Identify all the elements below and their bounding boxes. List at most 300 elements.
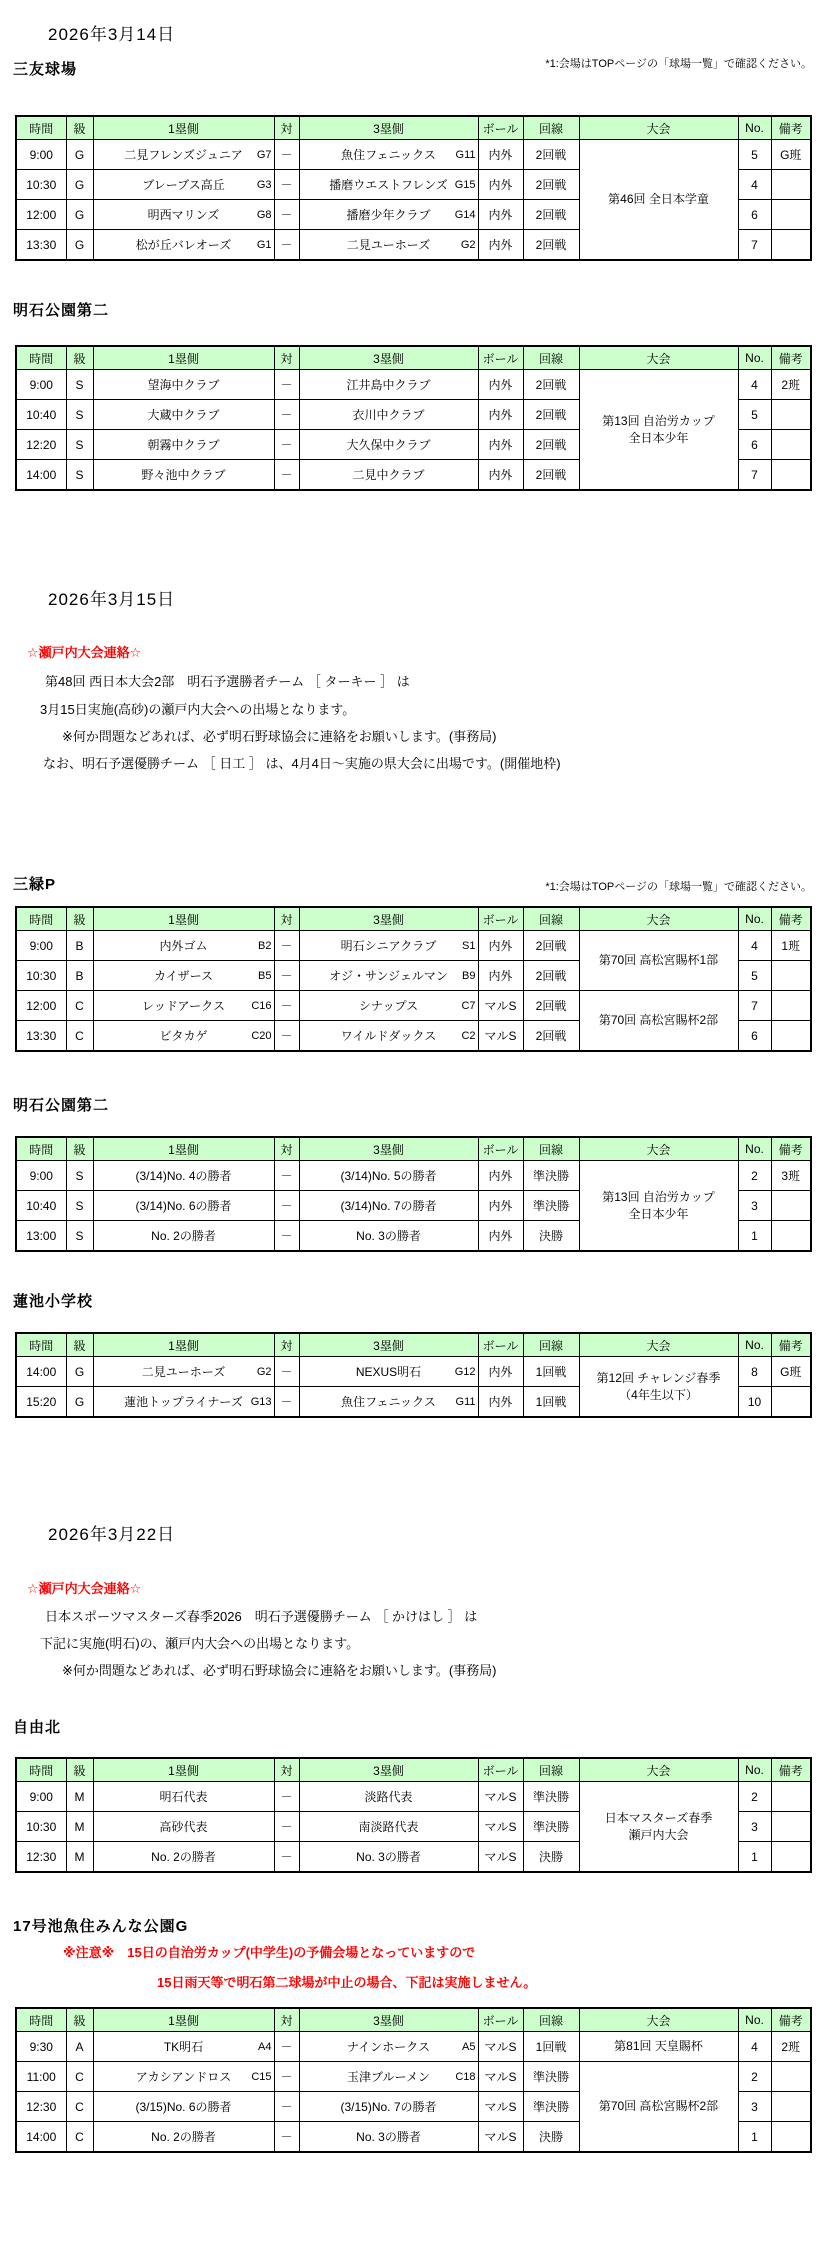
column-header: 3塁側 bbox=[299, 1137, 478, 1161]
time-cell: 11:00 bbox=[16, 2062, 66, 2092]
first-base-team bbox=[93, 2122, 274, 2153]
first-base-team-label: 松が丘バレオーズ bbox=[135, 238, 232, 252]
column-header: 大会 bbox=[579, 2008, 738, 2032]
time-cell: 13:30 bbox=[16, 230, 66, 261]
remark-cell: 2班 bbox=[771, 370, 811, 400]
game-no-cell: 4 bbox=[738, 931, 771, 961]
third-base-team-label: 明石シニアクラブ bbox=[340, 939, 437, 953]
third-base-team bbox=[299, 1357, 478, 1387]
vs-cell: － bbox=[274, 200, 299, 230]
game-no-cell: 8 bbox=[738, 1357, 771, 1387]
vs-cell: － bbox=[274, 2032, 299, 2062]
remark-cell bbox=[771, 230, 811, 261]
schedule-table bbox=[15, 1136, 812, 1252]
first-base-team bbox=[93, 2032, 274, 2062]
first-base-team-label: 内外ゴム bbox=[159, 939, 208, 953]
column-header: 級 bbox=[66, 346, 93, 370]
column-header: 備考 bbox=[771, 1137, 811, 1161]
column-header: ボール bbox=[478, 346, 523, 370]
table-slot-akashi-park2-a bbox=[15, 345, 812, 491]
column-header: 3塁側 bbox=[299, 346, 478, 370]
column-header: No. bbox=[738, 2008, 771, 2032]
time-cell: 12:20 bbox=[16, 430, 66, 460]
column-header: 時間 bbox=[16, 346, 66, 370]
first-base-team-code: B5 bbox=[258, 969, 272, 982]
time-cell: 12:30 bbox=[16, 1842, 66, 1873]
third-base-team-label: 魚住フェニックス bbox=[341, 148, 436, 162]
third-base-team-code: C2 bbox=[461, 1029, 476, 1042]
column-header: 大会 bbox=[579, 907, 738, 931]
remark-cell bbox=[771, 1021, 811, 1052]
remark-cell bbox=[771, 460, 811, 491]
vs-cell: － bbox=[274, 460, 299, 491]
third-base-team-label: (3/15)No. 7の勝者 bbox=[340, 2100, 437, 2114]
game-no-cell: 2 bbox=[738, 1782, 771, 1812]
third-base-team-label: 二見中クラブ bbox=[352, 468, 425, 482]
column-header: 時間 bbox=[16, 2008, 66, 2032]
first-base-team-code: C15 bbox=[251, 2070, 272, 2083]
third-base-team-code: G12 bbox=[454, 1365, 476, 1378]
time-cell: 10:40 bbox=[16, 400, 66, 430]
game-no-cell: 7 bbox=[738, 460, 771, 491]
column-header: 3塁側 bbox=[299, 116, 478, 140]
third-base-team bbox=[299, 2032, 478, 2062]
third-base-team bbox=[299, 2062, 478, 2092]
first-base-team-code: B2 bbox=[258, 939, 272, 952]
third-base-team bbox=[299, 2122, 478, 2153]
column-header: 備考 bbox=[771, 2008, 811, 2032]
column-header: 級 bbox=[66, 1333, 93, 1357]
vs-cell: － bbox=[274, 931, 299, 961]
third-base-team-label: NEXUS明石 bbox=[355, 1365, 422, 1379]
first-base-team-label: 明西マリンズ bbox=[147, 208, 220, 222]
remark-cell bbox=[771, 1812, 811, 1842]
class-cell: A bbox=[66, 2032, 93, 2062]
third-base-team-label: シナップス bbox=[358, 999, 419, 1013]
setouchi-notice-line2-0322: 下記に実施(明石)の、瀬戸内大会への出場となります。 bbox=[40, 1636, 360, 1651]
schedule-table bbox=[15, 1757, 812, 1873]
first-base-team-label: TK明石 bbox=[163, 2040, 204, 2054]
first-base-team bbox=[93, 200, 274, 230]
column-header: 大会 bbox=[579, 116, 738, 140]
column-header: 大会 bbox=[579, 1758, 738, 1782]
time-cell: 10:30 bbox=[16, 961, 66, 991]
column-header: 対 bbox=[274, 907, 299, 931]
column-header: No. bbox=[738, 1758, 771, 1782]
schedule-table bbox=[15, 2007, 812, 2153]
round-cell: 2回戦 bbox=[523, 991, 579, 1021]
ball-cell: 内外 bbox=[478, 1387, 523, 1418]
first-base-team bbox=[93, 1387, 274, 1418]
game-no-cell: 5 bbox=[738, 140, 771, 170]
venue-heading-jiyukita: 自由北 bbox=[13, 1719, 62, 1736]
venue-heading-akashi-park2-a: 明石公園第二 bbox=[13, 302, 110, 319]
column-header: 備考 bbox=[771, 907, 811, 931]
column-header: ボール bbox=[478, 116, 523, 140]
third-base-team-label: 衣川中クラブ bbox=[352, 408, 425, 422]
first-base-team-label: (3/14)No. 4の勝者 bbox=[135, 1169, 232, 1183]
class-cell: C bbox=[66, 2062, 93, 2092]
time-cell: 13:00 bbox=[16, 1221, 66, 1252]
header-row bbox=[16, 346, 811, 370]
column-header: 備考 bbox=[771, 346, 811, 370]
tournament-cell: 第13回 自治労カップ 全日本少年 bbox=[579, 1161, 738, 1252]
time-cell: 10:30 bbox=[16, 170, 66, 200]
ball-cell: 内外 bbox=[478, 1357, 523, 1387]
first-base-team-code: G3 bbox=[256, 178, 272, 191]
time-cell: 9:00 bbox=[16, 1782, 66, 1812]
time-cell: 9:30 bbox=[16, 2032, 66, 2062]
third-base-team bbox=[299, 1387, 478, 1418]
ball-cell: 内外 bbox=[478, 370, 523, 400]
table-slot-ike17 bbox=[15, 2007, 812, 2153]
column-header: 1塁側 bbox=[93, 116, 274, 140]
column-header: 大会 bbox=[579, 1137, 738, 1161]
third-base-team-label: No. 3の勝者 bbox=[356, 1850, 421, 1864]
third-base-team bbox=[299, 140, 478, 170]
venue-lookup-note: *1:会場はTOPページの「球場一覧」で確認ください。 bbox=[545, 58, 812, 70]
third-base-team-label: 二見ユーホーズ bbox=[346, 238, 431, 252]
column-header: 回線 bbox=[523, 1333, 579, 1357]
vs-cell: － bbox=[274, 1812, 299, 1842]
vs-cell: － bbox=[274, 230, 299, 261]
class-cell: S bbox=[66, 1161, 93, 1191]
time-cell: 14:00 bbox=[16, 1357, 66, 1387]
class-cell: S bbox=[66, 430, 93, 460]
table-row bbox=[16, 1161, 811, 1191]
third-base-team bbox=[299, 370, 478, 400]
first-base-team-code: G7 bbox=[256, 148, 272, 161]
vs-cell: － bbox=[274, 1021, 299, 1052]
first-base-team-code: C16 bbox=[251, 999, 272, 1012]
third-base-team-label: No. 3の勝者 bbox=[356, 1229, 421, 1243]
vs-cell: － bbox=[274, 170, 299, 200]
ike17-warning-line1: ※注意※ 15日の自治労カップ(中学生)の予備会場となっていますので bbox=[63, 1945, 476, 1960]
class-cell: G bbox=[66, 170, 93, 200]
game-no-cell: 7 bbox=[738, 230, 771, 261]
first-base-team bbox=[93, 1357, 274, 1387]
first-base-team bbox=[93, 1021, 274, 1052]
ball-cell: マルS bbox=[478, 2062, 523, 2092]
first-base-team-code: G1 bbox=[256, 238, 272, 251]
first-base-team-code: G13 bbox=[250, 1395, 272, 1408]
first-base-team bbox=[93, 991, 274, 1021]
column-header: 1塁側 bbox=[93, 1137, 274, 1161]
tournament-cell: 第70回 高松宮賜杯1部 bbox=[579, 931, 738, 991]
column-header: 3塁側 bbox=[299, 907, 478, 931]
third-base-team bbox=[299, 1021, 478, 1052]
vs-cell: － bbox=[274, 140, 299, 170]
column-header: 対 bbox=[274, 116, 299, 140]
table-slot-jiyukita bbox=[15, 1757, 812, 1873]
time-cell: 9:00 bbox=[16, 931, 66, 961]
column-header: 時間 bbox=[16, 1758, 66, 1782]
table-slot-hasuike bbox=[15, 1332, 812, 1418]
tournament-cell: 第70回 高松宮賜杯2部 bbox=[579, 2062, 738, 2153]
vs-cell: － bbox=[274, 1161, 299, 1191]
time-cell: 12:30 bbox=[16, 2092, 66, 2122]
vs-cell: － bbox=[274, 961, 299, 991]
game-no-cell: 10 bbox=[738, 1387, 771, 1418]
class-cell: S bbox=[66, 400, 93, 430]
class-cell: M bbox=[66, 1812, 93, 1842]
table-row bbox=[16, 2062, 811, 2092]
round-cell: 準決勝 bbox=[523, 1191, 579, 1221]
game-no-cell: 5 bbox=[738, 961, 771, 991]
round-cell: 1回戦 bbox=[523, 1357, 579, 1387]
column-header: 対 bbox=[274, 2008, 299, 2032]
third-base-team-label: ワイルドダックス bbox=[340, 1029, 437, 1043]
schedule-table bbox=[15, 115, 812, 261]
third-base-team-code: G11 bbox=[455, 1395, 476, 1408]
ball-cell: マルS bbox=[478, 1782, 523, 1812]
column-header: 対 bbox=[274, 1137, 299, 1161]
round-cell: 決勝 bbox=[523, 2122, 579, 2153]
class-cell: C bbox=[66, 2122, 93, 2153]
first-base-team bbox=[93, 230, 274, 261]
column-header: 対 bbox=[274, 346, 299, 370]
third-base-team-label: No. 3の勝者 bbox=[356, 2130, 421, 2144]
setouchi-notice-line3-0322: ※何か問題などあれば、必ず明石野球協会に連絡をお願いします。(事務局) bbox=[62, 1663, 497, 1678]
setouchi-notice-title-0315: ☆瀬戸内大会連絡☆ bbox=[27, 645, 142, 660]
column-header: 対 bbox=[274, 1758, 299, 1782]
round-cell: 決勝 bbox=[523, 1221, 579, 1252]
tournament-cell: 第70回 高松宮賜杯2部 bbox=[579, 991, 738, 1052]
third-base-team-code: G11 bbox=[455, 148, 476, 161]
first-base-team bbox=[93, 1161, 274, 1191]
first-base-team-label: (3/15)No. 6の勝者 bbox=[135, 2100, 232, 2114]
table-row bbox=[16, 991, 811, 1021]
remark-cell bbox=[771, 2122, 811, 2153]
venue-heading-akashi-park2-b: 明石公園第二 bbox=[13, 1097, 110, 1114]
class-cell: C bbox=[66, 991, 93, 1021]
third-base-team bbox=[299, 1812, 478, 1842]
venue-heading-sanyu: 三友球場 bbox=[13, 61, 78, 78]
round-cell: 決勝 bbox=[523, 1842, 579, 1873]
setouchi-notice-line3-0315: ※何か問題などあれば、必ず明石野球協会に連絡をお願いします。(事務局) bbox=[62, 729, 497, 744]
column-header: 大会 bbox=[579, 1333, 738, 1357]
ball-cell: 内外 bbox=[478, 1221, 523, 1252]
third-base-team-code: A5 bbox=[462, 2040, 476, 2053]
setouchi-notice-line2-0315: 3月15日実施(高砂)の瀬戸内大会への出場となります。 bbox=[40, 702, 356, 717]
schedule-table bbox=[15, 906, 812, 1052]
ball-cell: マルS bbox=[478, 2122, 523, 2153]
remark-cell bbox=[771, 1387, 811, 1418]
ball-cell: 内外 bbox=[478, 230, 523, 261]
setouchi-notice-line4-0315: なお、明石予選優勝チーム ［ 日工 ］ は、4月4日～実施の県大会に出場です。(開催地枠) bbox=[43, 756, 561, 771]
ball-cell: マルS bbox=[478, 1812, 523, 1842]
third-base-team-code: G15 bbox=[454, 178, 476, 191]
ball-cell: 内外 bbox=[478, 400, 523, 430]
third-base-team-label: 淡路代表 bbox=[364, 1790, 413, 1804]
round-cell: 2回戦 bbox=[523, 230, 579, 261]
first-base-team-label: (3/14)No. 6の勝者 bbox=[135, 1199, 232, 1213]
class-cell: B bbox=[66, 961, 93, 991]
first-base-team bbox=[93, 460, 274, 491]
column-header: 1塁側 bbox=[93, 1333, 274, 1357]
column-header: 備考 bbox=[771, 1333, 811, 1357]
first-base-team-label: No. 2の勝者 bbox=[151, 1850, 216, 1864]
table-row bbox=[16, 2032, 811, 2062]
remark-cell bbox=[771, 400, 811, 430]
third-base-team-label: オジ・サンジェルマン bbox=[329, 969, 448, 983]
time-cell: 9:00 bbox=[16, 140, 66, 170]
vs-cell: － bbox=[274, 2122, 299, 2153]
class-cell: C bbox=[66, 1021, 93, 1052]
first-base-team bbox=[93, 1782, 274, 1812]
table-row bbox=[16, 370, 811, 400]
first-base-team bbox=[93, 1812, 274, 1842]
first-base-team bbox=[93, 400, 274, 430]
first-base-team bbox=[93, 370, 274, 400]
third-base-team bbox=[299, 1191, 478, 1221]
vs-cell: － bbox=[274, 430, 299, 460]
ball-cell: 内外 bbox=[478, 200, 523, 230]
column-header: 備考 bbox=[771, 1758, 811, 1782]
third-base-team bbox=[299, 931, 478, 961]
game-no-cell: 4 bbox=[738, 2032, 771, 2062]
first-base-team-label: レッドアークス bbox=[141, 999, 226, 1013]
vs-cell: － bbox=[274, 400, 299, 430]
game-no-cell: 2 bbox=[738, 2062, 771, 2092]
vs-cell: － bbox=[274, 991, 299, 1021]
third-base-team-code: S1 bbox=[462, 939, 476, 952]
remark-cell bbox=[771, 1221, 811, 1252]
round-cell: 2回戦 bbox=[523, 460, 579, 491]
round-cell: 1回戦 bbox=[523, 1387, 579, 1418]
column-header: 時間 bbox=[16, 907, 66, 931]
third-base-team bbox=[299, 991, 478, 1021]
class-cell: G bbox=[66, 1357, 93, 1387]
game-no-cell: 3 bbox=[738, 1812, 771, 1842]
table-slot-sanyu bbox=[15, 115, 812, 261]
first-base-team bbox=[93, 2092, 274, 2122]
column-header: 回線 bbox=[523, 116, 579, 140]
first-base-team bbox=[93, 931, 274, 961]
table-row bbox=[16, 140, 811, 170]
column-header: ボール bbox=[478, 1137, 523, 1161]
round-cell: 準決勝 bbox=[523, 1782, 579, 1812]
class-cell: G bbox=[66, 140, 93, 170]
column-header: ボール bbox=[478, 1333, 523, 1357]
column-header: 回線 bbox=[523, 346, 579, 370]
third-base-team bbox=[299, 170, 478, 200]
third-base-team-label: 播磨ウエストフレンズ bbox=[329, 178, 448, 192]
first-base-team bbox=[93, 140, 274, 170]
column-header: 級 bbox=[66, 907, 93, 931]
round-cell: 2回戦 bbox=[523, 1021, 579, 1052]
column-header: No. bbox=[738, 907, 771, 931]
table-slot-sanryoku bbox=[15, 906, 812, 1052]
venue-heading-ike17: 17号池魚住みんな公園G bbox=[13, 1918, 189, 1935]
column-header: No. bbox=[738, 1137, 771, 1161]
venue-lookup-note-2: *1:会場はTOPページの「球場一覧」で確認ください。 bbox=[545, 881, 812, 893]
first-base-team bbox=[93, 1842, 274, 1873]
third-base-team bbox=[299, 1221, 478, 1252]
class-cell: M bbox=[66, 1782, 93, 1812]
time-cell: 14:00 bbox=[16, 2122, 66, 2153]
round-cell: 準決勝 bbox=[523, 1161, 579, 1191]
ike17-warning-line2: 15日雨天等で明石第二球場が中止の場合、下記は実施しません。 bbox=[157, 1975, 537, 1990]
third-base-team bbox=[299, 1161, 478, 1191]
column-header: 回線 bbox=[523, 1758, 579, 1782]
table-row bbox=[16, 1357, 811, 1387]
tournament-cell: 第12回 チャレンジ春季 （4年生以下） bbox=[579, 1357, 738, 1418]
round-cell: 2回戦 bbox=[523, 961, 579, 991]
class-cell: S bbox=[66, 1191, 93, 1221]
remark-cell bbox=[771, 1782, 811, 1812]
round-cell: 1回戦 bbox=[523, 2032, 579, 2062]
setouchi-notice-title-0322: ☆瀬戸内大会連絡☆ bbox=[27, 1581, 142, 1596]
column-header: No. bbox=[738, 116, 771, 140]
class-cell: B bbox=[66, 931, 93, 961]
first-base-team-label: 明石代表 bbox=[159, 1790, 208, 1804]
column-header: 1塁側 bbox=[93, 907, 274, 931]
date-heading-0315: 2026年3月15日 bbox=[48, 590, 176, 609]
third-base-team-label: 大久保中クラブ bbox=[346, 438, 431, 452]
tournament-cell: 第13回 自治労カップ 全日本少年 bbox=[579, 370, 738, 491]
third-base-team-label: (3/14)No. 7の勝者 bbox=[340, 1199, 437, 1213]
ball-cell: 内外 bbox=[478, 460, 523, 491]
first-base-team-label: アカシアンドロス bbox=[135, 2070, 232, 2084]
first-base-team-label: No. 2の勝者 bbox=[151, 1229, 216, 1243]
third-base-team bbox=[299, 200, 478, 230]
remark-cell bbox=[771, 2062, 811, 2092]
remark-cell bbox=[771, 200, 811, 230]
time-cell: 10:40 bbox=[16, 1191, 66, 1221]
third-base-team-label: ナインホークス bbox=[346, 2040, 431, 2054]
game-no-cell: 6 bbox=[738, 430, 771, 460]
column-header: 1塁側 bbox=[93, 346, 274, 370]
first-base-team-label: 二見ユーホーズ bbox=[141, 1365, 226, 1379]
column-header: 時間 bbox=[16, 1137, 66, 1161]
third-base-team-label: 播磨少年クラブ bbox=[346, 208, 431, 222]
header-row bbox=[16, 1137, 811, 1161]
remark-cell bbox=[771, 991, 811, 1021]
tournament-cell: 日本マスターズ春季 瀬戸内大会 bbox=[579, 1782, 738, 1873]
column-header: ボール bbox=[478, 1758, 523, 1782]
first-base-team-label: 朝霧中クラブ bbox=[147, 438, 220, 452]
first-base-team-label: 蓮池トップライナーズ bbox=[124, 1395, 243, 1409]
class-cell: S bbox=[66, 370, 93, 400]
ball-cell: 内外 bbox=[478, 961, 523, 991]
third-base-team bbox=[299, 1842, 478, 1873]
remark-cell: 1班 bbox=[771, 931, 811, 961]
third-base-team bbox=[299, 460, 478, 491]
first-base-team-label: 大蔵中クラブ bbox=[147, 408, 220, 422]
tournament-cell: 第81回 天皇賜杯 bbox=[579, 2032, 738, 2062]
remark-cell: 2班 bbox=[771, 2032, 811, 2062]
date-heading-0322: 2026年3月22日 bbox=[48, 1525, 176, 1544]
class-cell: G bbox=[66, 1387, 93, 1418]
header-row bbox=[16, 907, 811, 931]
first-base-team-label: ビタカゲ bbox=[159, 1029, 208, 1043]
time-cell: 10:30 bbox=[16, 1812, 66, 1842]
third-base-team bbox=[299, 961, 478, 991]
column-header: 時間 bbox=[16, 1333, 66, 1357]
header-row bbox=[16, 1333, 811, 1357]
remark-cell bbox=[771, 430, 811, 460]
game-no-cell: 1 bbox=[738, 1221, 771, 1252]
first-base-team-label: No. 2の勝者 bbox=[151, 2130, 216, 2144]
time-cell: 14:00 bbox=[16, 460, 66, 491]
vs-cell: － bbox=[274, 1782, 299, 1812]
first-base-team bbox=[93, 170, 274, 200]
game-no-cell: 6 bbox=[738, 1021, 771, 1052]
column-header: ボール bbox=[478, 2008, 523, 2032]
column-header: 大会 bbox=[579, 346, 738, 370]
schedule-table bbox=[15, 1332, 812, 1418]
